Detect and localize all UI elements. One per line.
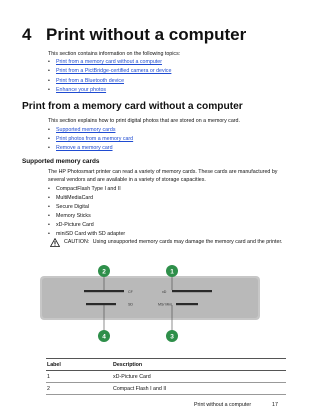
- topic-link-bluetooth[interactable]: Print from a Bluetooth device: [56, 77, 125, 84]
- topic-link-memory-card[interactable]: Print from a memory card without a computer: [56, 59, 162, 65]
- bullet-icon: •: [48, 68, 50, 75]
- card-type: miniSD Card with SD adapter: [56, 231, 126, 237]
- subsection-title: Supported memory cards: [22, 158, 100, 165]
- caution-note: [64, 239, 286, 247]
- section-link-list: [48, 126, 133, 153]
- list-item: [48, 212, 125, 221]
- slot-label-ms: MS/ Mini: [158, 302, 172, 307]
- label-table-wrapper: [46, 358, 286, 395]
- bullet-icon: •: [48, 77, 50, 84]
- card-list: [48, 185, 125, 239]
- bullet-icon: •: [48, 195, 50, 201]
- chapter-title: Print without a computer: [46, 25, 247, 44]
- section-link-remove-card[interactable]: Remove a memory card: [56, 145, 113, 151]
- slot-top-right: [172, 290, 212, 292]
- card-type: CompactFlash Type I and II: [56, 186, 121, 192]
- list-item: [48, 86, 171, 95]
- table-cell: 2: [46, 383, 112, 395]
- section-link-print-photos[interactable]: Print photos from a memory card: [56, 136, 134, 142]
- slot-label-sd: SD: [128, 302, 133, 307]
- memory-card-slots-diagram: [40, 262, 260, 344]
- callout-3-label: 3: [170, 333, 174, 341]
- bullet-icon: •: [48, 231, 50, 237]
- bullet-icon: •: [48, 145, 50, 151]
- table-header-label: Label: [46, 359, 112, 371]
- list-item: [48, 203, 125, 212]
- section-intro: This section explains how to print digital photos that are stored on a memory card.: [48, 118, 240, 124]
- callout-4-label: 4: [102, 333, 106, 341]
- slot-top-left: [84, 290, 124, 292]
- bullet-icon: •: [48, 86, 50, 93]
- section-title: Print from a memory card without a computer: [22, 101, 243, 112]
- list-item: [48, 144, 133, 153]
- bullet-icon: •: [48, 127, 50, 133]
- footer-chapter-label: Print without a computer: [194, 402, 252, 408]
- slot-bottom-right: [176, 303, 198, 305]
- table-cell: 1: [46, 371, 112, 383]
- caution-icon: [50, 238, 60, 247]
- table-header-row: [46, 359, 286, 371]
- card-type: xD-Picture Card: [56, 222, 94, 228]
- list-item: [48, 221, 125, 230]
- list-item: [48, 194, 125, 203]
- list-item: [48, 185, 125, 194]
- label-table: [46, 358, 286, 395]
- slot-bottom-left: [86, 303, 116, 305]
- topic-link-enhance[interactable]: Enhance your photos: [56, 86, 107, 93]
- bullet-icon: •: [48, 59, 50, 65]
- callout-2-label: 2: [102, 268, 106, 276]
- subsection-paragraph: The HP Photosmart printer can read a variety of memory cards. These cards are manufactured by several vendors and are available in a variety of storage capacities.: [48, 169, 278, 183]
- card-type: Memory Sticks: [56, 213, 91, 219]
- slot-panel-inner: [42, 278, 258, 318]
- bullet-icon: •: [48, 186, 50, 192]
- intro-text: This section contains information on the following topics:: [48, 51, 181, 57]
- list-item: [48, 135, 133, 144]
- slot-label-cf: CF: [128, 290, 133, 294]
- table-cell: xD-Picture Card: [112, 371, 286, 383]
- list-item: [48, 77, 171, 86]
- list-item: [48, 67, 171, 76]
- callout-1-label: 1: [170, 268, 174, 276]
- section-link-supported-cards[interactable]: Supported memory cards: [56, 127, 116, 133]
- caution-label: CAUTION:: [64, 239, 90, 245]
- topic-list: [48, 58, 171, 95]
- chapter-number: 4: [22, 25, 32, 44]
- bullet-icon: •: [48, 213, 50, 219]
- bullet-icon: •: [48, 136, 50, 142]
- topic-link-pictbridge[interactable]: Print from a PictBridge-certified camera or device: [56, 68, 172, 75]
- card-type: MultiMediaCard: [56, 195, 94, 201]
- list-item: [48, 126, 133, 135]
- list-item: [48, 58, 171, 67]
- bullet-icon: •: [48, 222, 50, 228]
- table-row: [46, 383, 286, 395]
- table-row: [46, 371, 286, 383]
- footer-page-number: 17: [272, 402, 278, 408]
- bullet-icon: •: [48, 204, 50, 210]
- slot-label-xd: xD: [162, 290, 167, 294]
- table-header-description: Description: [112, 359, 286, 371]
- card-type: Secure Digital: [56, 204, 89, 210]
- table-cell: Compact Flash I and II: [112, 383, 286, 395]
- caution-text: Using unsupported memory cards may damage the memory card and the printer.: [92, 239, 283, 245]
